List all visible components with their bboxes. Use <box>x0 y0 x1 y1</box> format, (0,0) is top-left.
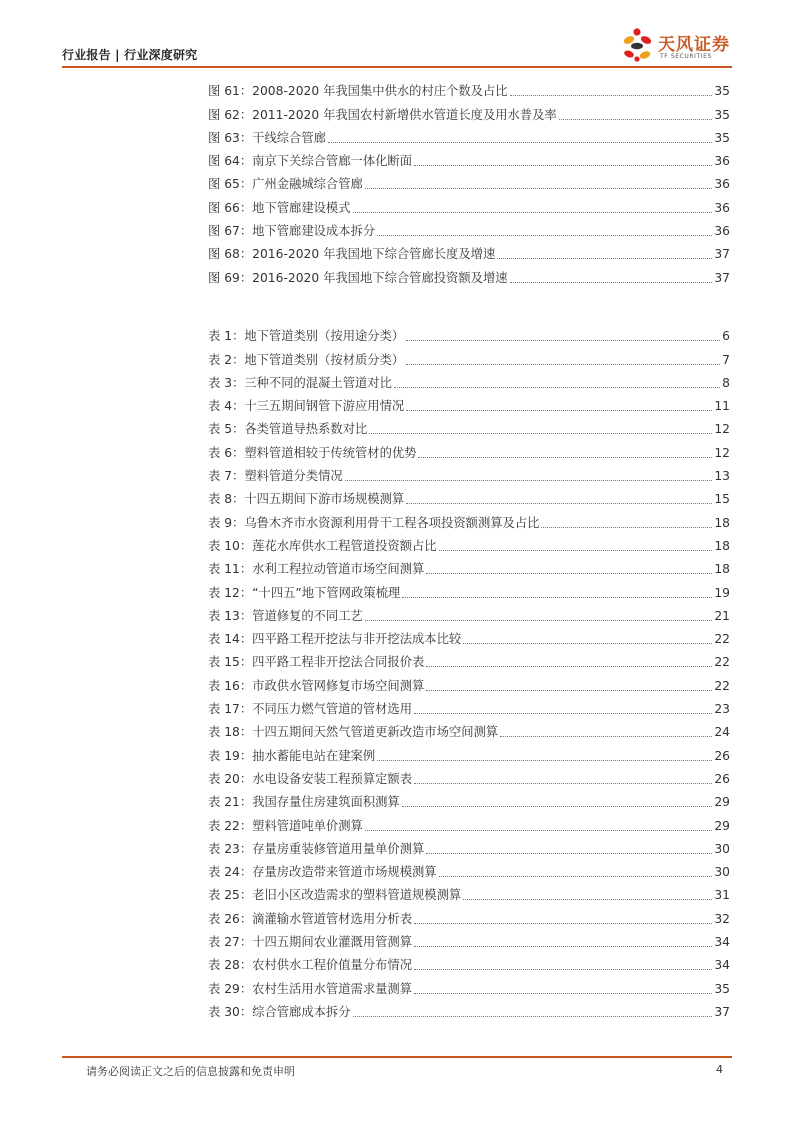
footer-disclaimer: 请务必阅读正文之后的信息披露和免责申明 <box>86 1065 295 1078</box>
toc-item-page: 30 <box>714 841 730 856</box>
toc-item-page: 18 <box>714 538 730 553</box>
table-index-item[interactable] <box>208 740 730 763</box>
dot-leader <box>365 620 713 621</box>
toc-item-page: 36 <box>714 200 730 215</box>
toc-item-page: 6 <box>722 329 730 344</box>
dot-leader <box>369 433 712 434</box>
toc-item-page: 26 <box>714 748 730 763</box>
table-index-item[interactable] <box>208 857 730 880</box>
table-index-item[interactable] <box>208 601 730 624</box>
toc-item-page: 32 <box>714 911 730 926</box>
logo-mark-icon <box>622 28 654 62</box>
table-index-item[interactable] <box>208 810 730 833</box>
toc-item-page: 23 <box>714 702 730 717</box>
toc-item-page: 21 <box>714 608 730 623</box>
toc-item-label: 图 63：干线综合管廊 <box>208 130 326 145</box>
toc-item-page: 18 <box>714 562 730 577</box>
toc-item-page: 36 <box>714 224 730 239</box>
dot-leader <box>426 690 712 691</box>
dot-leader <box>414 713 712 714</box>
dot-leader <box>365 830 713 831</box>
toc-item-label: 表 8：十四五期间下游市场规模测算 <box>208 492 405 507</box>
dot-leader <box>426 853 712 854</box>
toc-item-label: 图 69：2016-2020 年我国地下综合管廊投资额及增速 <box>208 270 508 285</box>
table-index-item[interactable] <box>208 927 730 950</box>
dot-leader <box>328 142 712 143</box>
dot-leader <box>406 410 712 411</box>
toc-item-page: 15 <box>714 492 730 507</box>
toc-item-page: 35 <box>714 84 730 99</box>
toc-item-page: 37 <box>714 247 730 262</box>
figure-index-item[interactable] <box>208 146 730 169</box>
toc-item-label: 表 20：水电设备安装工程预算定额表 <box>208 771 413 786</box>
toc-item-page: 22 <box>714 655 730 670</box>
figure-index-item[interactable] <box>208 262 730 285</box>
table-index-item[interactable] <box>208 344 730 367</box>
table-index-item[interactable] <box>208 787 730 810</box>
table-index-list <box>208 321 730 1020</box>
toc-item-page: 29 <box>714 795 730 810</box>
table-index-item[interactable] <box>208 717 730 740</box>
table-index-item[interactable] <box>208 670 730 693</box>
toc-item-page: 12 <box>714 445 730 460</box>
toc-item-label: 图 62：2011-2020 年我国农村新增供水管道长度及用水普及率 <box>208 107 557 122</box>
toc-item-label: 表 2：地下管道类别（按材质分类） <box>208 352 405 367</box>
toc-item-page: 7 <box>722 352 730 367</box>
dot-leader <box>426 573 712 574</box>
toc-item-label: 表 24：存量房改造带来管道市场规模测算 <box>208 865 437 880</box>
toc-item-page: 30 <box>714 865 730 880</box>
footer-divider <box>62 1056 732 1058</box>
figure-index-item[interactable] <box>208 239 730 262</box>
toc-item-label: 表 27：十四五期间农业灌溉用管测算 <box>208 935 413 950</box>
toc-item-label: 表 10：莲花水库供水工程管道投资额占比 <box>208 538 437 553</box>
toc-item-page: 35 <box>714 130 730 145</box>
dot-leader <box>439 550 713 551</box>
toc-item-page: 35 <box>714 981 730 996</box>
figure-index-item[interactable] <box>208 76 730 99</box>
toc-item-page: 22 <box>714 678 730 693</box>
toc-item-page: 34 <box>714 935 730 950</box>
report-category-label: 行业报告 | 行业深度研究 <box>62 48 198 62</box>
dot-leader <box>406 364 720 365</box>
table-index-item[interactable] <box>208 507 730 530</box>
toc-item-label: 表 21：我国存量住房建筑面积测算 <box>208 795 400 810</box>
dot-leader <box>541 527 712 528</box>
logo-name-cn: 天风证券 <box>658 35 730 55</box>
toc-item-page: 34 <box>714 958 730 973</box>
table-index-item[interactable] <box>208 554 730 577</box>
toc-item-page: 11 <box>714 399 730 414</box>
toc-item-label: 表 9：乌鲁木齐市水资源利用骨干工程各项投资额测算及占比 <box>208 515 540 530</box>
dot-leader <box>406 340 720 341</box>
toc-item-label: 表 7：塑料管道分类情况 <box>208 469 343 484</box>
toc-item-page: 8 <box>722 375 730 390</box>
page-number: 4 <box>716 1063 723 1076</box>
toc-item-page: 24 <box>714 725 730 740</box>
toc-item-label: 图 61：2008-2020 年我国集中供水的村庄个数及占比 <box>208 84 508 99</box>
toc-item-page: 37 <box>714 1004 730 1019</box>
toc-item-page: 36 <box>714 177 730 192</box>
dot-leader <box>414 946 712 947</box>
toc-item-label: 表 30：综合管廊成本拆分 <box>208 1004 351 1019</box>
logo-name-en: TF SECURITIES <box>660 53 712 60</box>
toc-item-label: 图 67：地下管廊建设成本拆分 <box>208 224 376 239</box>
figure-index-item[interactable] <box>208 216 730 239</box>
toc-item-label: 表 26：滴灌输水管道管材选用分析表 <box>208 911 413 926</box>
dot-leader <box>439 876 713 877</box>
table-index-item[interactable] <box>208 973 730 996</box>
dot-leader <box>402 597 712 598</box>
table-index-item[interactable] <box>208 950 730 973</box>
dot-leader <box>510 282 713 283</box>
dot-leader <box>365 188 713 189</box>
toc-item-page: 31 <box>714 888 730 903</box>
toc-item-page: 29 <box>714 818 730 833</box>
dot-leader <box>414 783 712 784</box>
toc-item-label: 表 29：农村生活用水管道需求量测算 <box>208 981 413 996</box>
toc-item-page: 37 <box>714 270 730 285</box>
table-index-item[interactable] <box>208 624 730 647</box>
table-index-item[interactable] <box>208 414 730 437</box>
figure-index-item[interactable] <box>208 99 730 122</box>
toc-item-label: 表 15：四平路工程非开挖法合同报价表 <box>208 655 425 670</box>
table-index-item[interactable] <box>208 647 730 670</box>
toc-item-label: 表 14：四平路工程开挖法与非开挖法成本比较 <box>208 632 462 647</box>
toc-item-label: 表 19：抽水蓄能电站在建案例 <box>208 748 376 763</box>
toc-item-label: 表 22：塑料管道吨单价测算 <box>208 818 363 833</box>
table-index-item[interactable] <box>208 484 730 507</box>
dot-leader <box>463 643 712 644</box>
toc-item-label: 表 4：十三五期间钢管下游应用情况 <box>208 399 405 414</box>
toc-item-label: 表 11：水利工程拉动管道市场空间测算 <box>208 562 425 577</box>
toc-item-page: 18 <box>714 515 730 530</box>
figure-index-item[interactable] <box>208 169 730 192</box>
dot-leader <box>414 993 712 994</box>
dot-leader <box>500 736 712 737</box>
toc-item-label: 表 23：存量房重装修管道用量单价测算 <box>208 841 425 856</box>
dot-leader <box>418 457 712 458</box>
dot-leader <box>559 119 713 120</box>
dot-leader <box>414 923 712 924</box>
table-index-item[interactable] <box>208 461 730 484</box>
dot-leader <box>406 503 712 504</box>
toc-item-page: 36 <box>714 154 730 169</box>
toc-item-label: 表 16：市政供水管网修复市场空间测算 <box>208 678 425 693</box>
dot-leader <box>414 165 712 166</box>
dot-leader <box>377 760 712 761</box>
table-index-item[interactable] <box>208 577 730 600</box>
toc-item-page: 35 <box>714 107 730 122</box>
toc-item-label: 表 5：各类管道导热系数对比 <box>208 422 368 437</box>
dot-leader <box>353 1016 713 1017</box>
table-index-item[interactable] <box>208 903 730 926</box>
dot-leader <box>377 235 712 236</box>
dot-leader <box>426 666 712 667</box>
dot-leader <box>497 258 712 259</box>
table-index-item[interactable] <box>208 391 730 414</box>
dot-leader <box>402 806 713 807</box>
dot-leader <box>510 95 713 96</box>
toc-item-page: 22 <box>714 632 730 647</box>
toc-item-page: 26 <box>714 771 730 786</box>
toc-item-label: 表 3：三种不同的混凝土管道对比 <box>208 375 392 390</box>
dot-leader <box>345 480 713 481</box>
header-divider <box>62 66 732 68</box>
dot-leader <box>394 387 720 388</box>
toc-item-label: 图 65：广州金融城综合管廊 <box>208 177 363 192</box>
toc-item-label: 表 13：管道修复的不同工艺 <box>208 608 363 623</box>
toc-item-label: 表 28：农村供水工程价值量分布情况 <box>208 958 413 973</box>
table-index-item[interactable] <box>208 764 730 787</box>
toc-item-label: 表 25：老旧小区改造需求的塑料管道规模测算 <box>208 888 462 903</box>
table-index-item[interactable] <box>208 834 730 857</box>
toc-item-page: 19 <box>714 585 730 600</box>
table-index-item[interactable] <box>208 997 730 1020</box>
figure-index-item[interactable] <box>208 192 730 215</box>
dot-leader <box>414 969 712 970</box>
dot-leader <box>353 212 713 213</box>
tf-securities-logo <box>622 26 734 66</box>
toc-item-label: 表 18：十四五期间天然气管道更新改造市场空间测算 <box>208 725 499 740</box>
table-index-item[interactable] <box>208 368 730 391</box>
toc-item-label: 图 66：地下管廊建设模式 <box>208 200 351 215</box>
toc-item-page: 13 <box>714 469 730 484</box>
toc-item-label: 图 64：南京下关综合管廊一体化断面 <box>208 154 413 169</box>
toc-item-label: 表 6：塑料管道相较于传统管材的优势 <box>208 445 417 460</box>
toc-item-label: 表 1：地下管道类别（按用途分类） <box>208 329 405 344</box>
toc-item-page: 12 <box>714 422 730 437</box>
toc-item-label: 表 12：“十四五”地下管网政策梳理 <box>208 585 401 600</box>
table-index-item[interactable] <box>208 880 730 903</box>
toc-item-label: 表 17：不同压力燃气管道的管材选用 <box>208 702 413 717</box>
figure-index-list <box>208 76 730 286</box>
dot-leader <box>463 899 712 900</box>
figure-index-item[interactable] <box>208 123 730 146</box>
table-index-item[interactable] <box>208 694 730 717</box>
table-index-item[interactable] <box>208 437 730 460</box>
table-index-item[interactable] <box>208 321 730 344</box>
toc-item-label: 图 68：2016-2020 年我国地下综合管廊长度及增速 <box>208 247 496 262</box>
table-index-item[interactable] <box>208 531 730 554</box>
